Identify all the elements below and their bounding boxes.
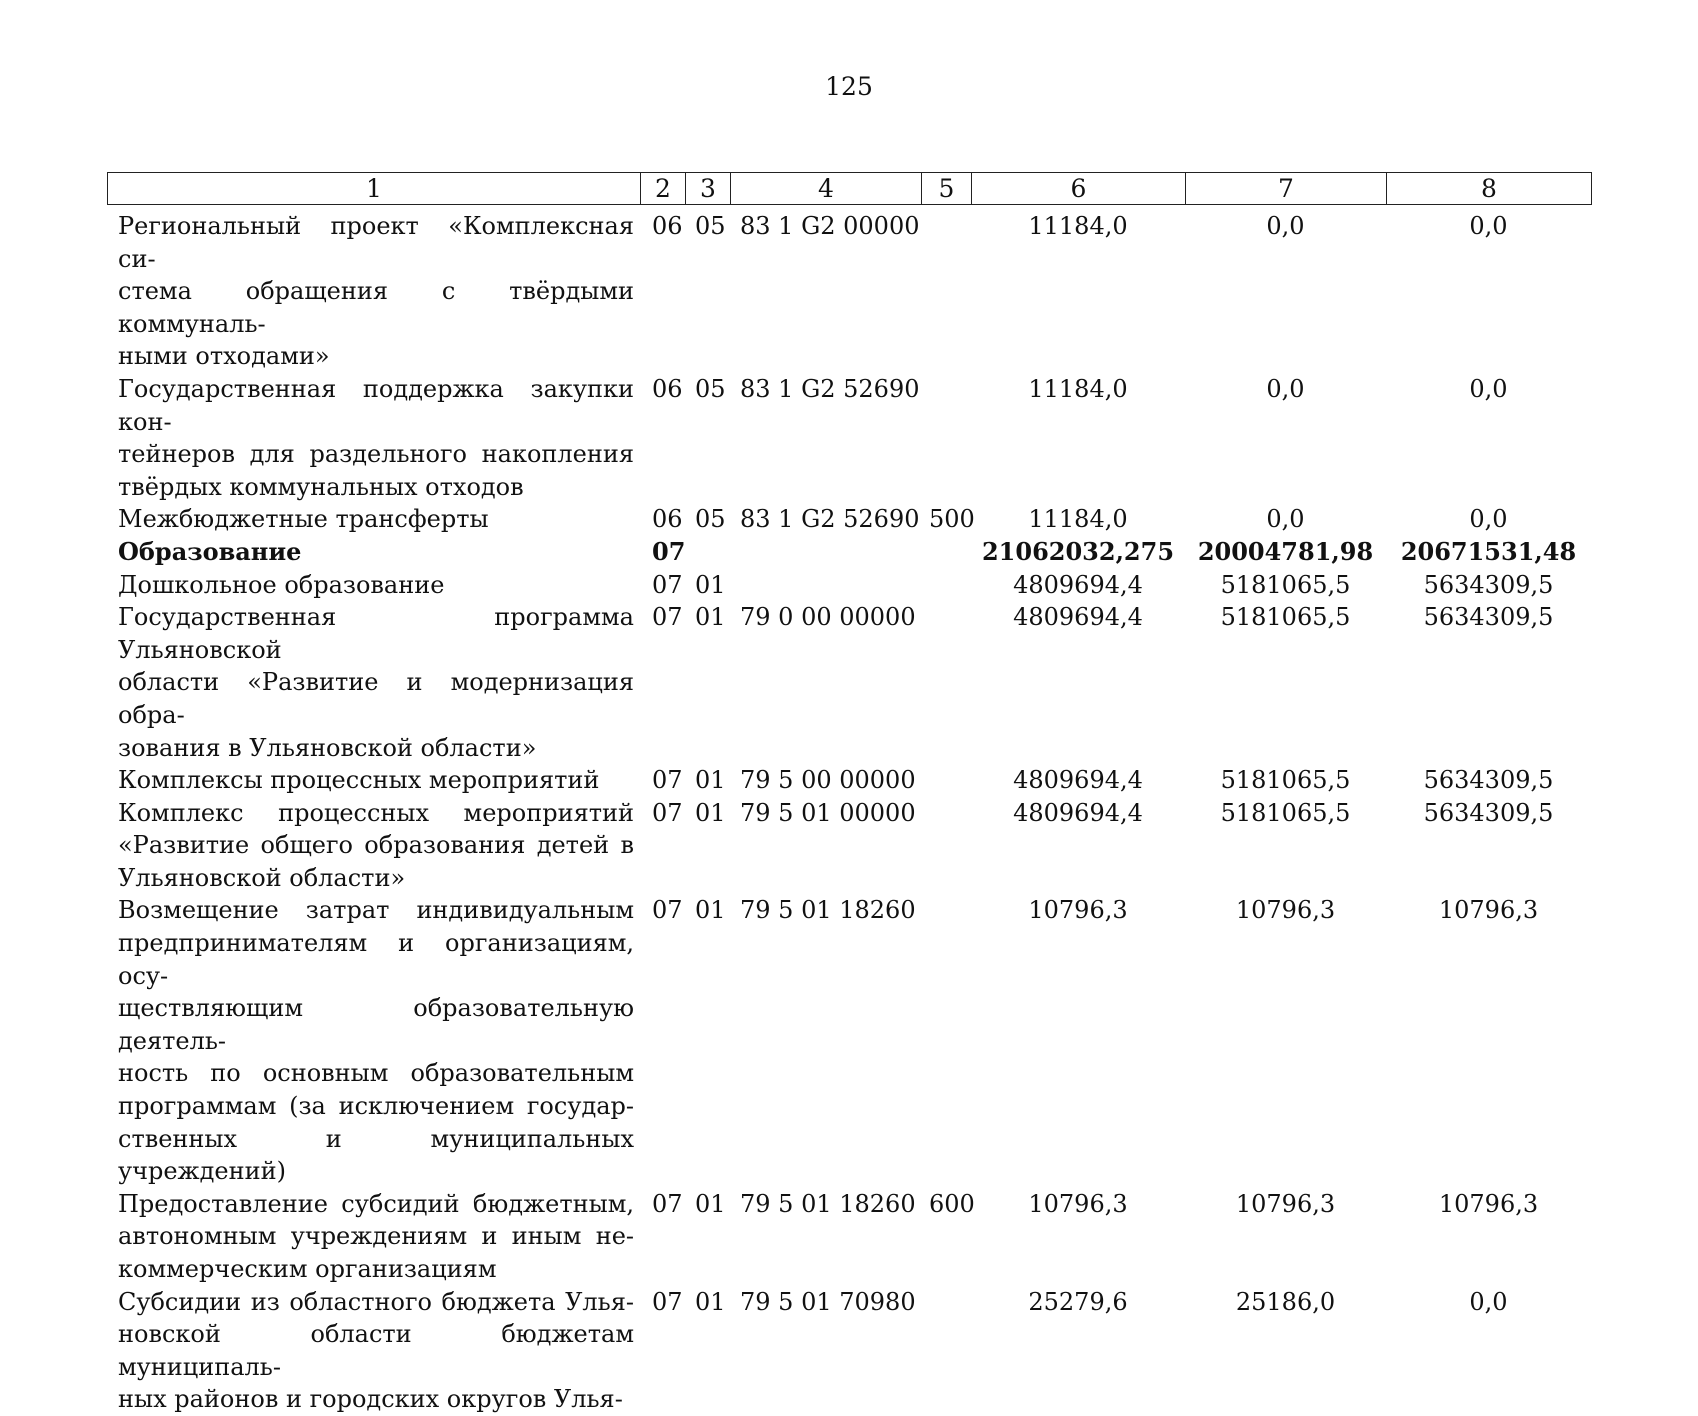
description-line: Ульяновской области» xyxy=(118,863,406,892)
table-row xyxy=(107,1286,1591,1416)
row-amount-col-8: 5634309,5 xyxy=(1423,798,1554,827)
row-amount-col-6: 10796,3 xyxy=(1028,896,1128,925)
description-line: автономным учреждениям и иным не- xyxy=(118,1222,634,1251)
description-line: Субсидии из областного бюджета Улья- xyxy=(118,1287,634,1316)
row-target-item-code: 83 1 G2 52690 xyxy=(740,374,920,403)
row-subsection-code: 01 xyxy=(695,1189,726,1218)
row-amount-col-6: 4809694,4 xyxy=(1013,766,1143,795)
row-description xyxy=(107,536,640,569)
row-expense-type-code xyxy=(921,764,971,797)
description-line: ществляющим образовательную деятель- xyxy=(118,994,634,1055)
row-amount-col-6: 10796,3 xyxy=(1028,1189,1128,1218)
description-line: области «Развитие и модернизация обра- xyxy=(118,668,634,729)
row-section-code: 07 xyxy=(652,536,686,566)
row-target-item-code: 79 5 01 00000 xyxy=(740,798,916,827)
row-section-code: 07 xyxy=(652,766,683,795)
row-amount-col-7: 10796,3 xyxy=(1235,1189,1336,1218)
row-description xyxy=(107,373,640,503)
row-subsection-code: 01 xyxy=(695,798,726,827)
table-row xyxy=(107,569,1591,602)
row-amount-col-7: 25186,0 xyxy=(1235,1287,1336,1316)
row-amount-col-6: 11184,0 xyxy=(1028,374,1128,403)
description-line: стема обращения с твёрдыми коммуналь- xyxy=(118,277,634,338)
header-col-8: 8 xyxy=(1387,173,1592,205)
description-line: Образование xyxy=(118,536,302,566)
description-line: ственных и муниципальных учреждений) xyxy=(118,1124,634,1186)
row-subsection-code: 05 xyxy=(695,374,726,403)
table-header xyxy=(107,172,1592,205)
header-col-1: 1 xyxy=(108,173,641,205)
description-line: программам (за исключением государ- xyxy=(118,1092,634,1121)
table-row xyxy=(107,1188,1591,1286)
row-amount-col-7: 0,0 xyxy=(1266,505,1305,534)
row-amount-col-6: 4809694,4 xyxy=(1013,603,1143,632)
row-target-item-code: 79 5 00 00000 xyxy=(740,766,916,795)
row-description xyxy=(107,1188,640,1286)
description-line: ность по основным образовательным xyxy=(118,1059,634,1088)
row-section-code: 07 xyxy=(652,798,683,827)
table-row xyxy=(107,210,1591,373)
row-description xyxy=(107,210,640,373)
row-subsection-code: 05 xyxy=(695,505,726,534)
row-amount-col-8: 5634309,5 xyxy=(1423,766,1554,795)
header-col-4: 4 xyxy=(731,173,922,205)
description-line: Предоставление субсидий бюджетным, xyxy=(118,1189,634,1218)
row-subsection-code: 01 xyxy=(695,766,726,795)
description-line: «Развитие общего образования детей в xyxy=(118,831,634,860)
description-line: тейнеров для раздельного накопления xyxy=(118,440,634,469)
table-row xyxy=(107,503,1591,536)
header-col-2: 2 xyxy=(641,173,686,205)
page-number: 125 xyxy=(825,72,873,101)
description-line: коммерческим организациям xyxy=(118,1255,497,1283)
description-line: Возмещение затрат индивидуальным xyxy=(118,896,634,925)
row-expense-type-code xyxy=(921,536,971,569)
row-subsection-code: 05 xyxy=(695,212,726,240)
row-description xyxy=(107,1286,640,1416)
row-amount-col-7: 0,0 xyxy=(1266,374,1305,403)
row-description xyxy=(107,569,640,602)
row-target-item-code: 79 5 01 18260 xyxy=(740,1189,916,1218)
row-subsection-code: 01 xyxy=(695,570,726,599)
row-expense-type-code xyxy=(921,601,971,764)
row-amount-col-8: 5634309,5 xyxy=(1423,603,1554,632)
header-col-3: 3 xyxy=(686,173,731,205)
header-col-7: 7 xyxy=(1186,173,1387,205)
row-target-item-code: 79 5 01 18260 xyxy=(740,896,916,925)
table-row xyxy=(107,536,1591,569)
row-amount-col-7: 20004781,98 xyxy=(1197,536,1374,566)
row-expense-type-code xyxy=(921,210,971,373)
row-description xyxy=(107,797,640,895)
row-expense-type-code xyxy=(921,797,971,895)
row-target-item-code: 79 5 01 70980 xyxy=(740,1287,916,1316)
table-body xyxy=(107,210,1591,1416)
row-description xyxy=(107,764,640,797)
row-description xyxy=(107,894,640,1187)
table-row xyxy=(107,764,1591,797)
description-line: предпринимателям и организациям, осу- xyxy=(118,929,634,990)
row-expense-type-code xyxy=(921,569,971,602)
row-amount-col-7: 10796,3 xyxy=(1235,896,1336,925)
table-row xyxy=(107,373,1591,503)
row-expense-type-code: 500 xyxy=(929,505,975,534)
row-section-code: 06 xyxy=(652,374,683,403)
row-amount-col-6: 11184,0 xyxy=(1028,505,1128,534)
row-amount-col-6: 4809694,4 xyxy=(1013,798,1143,827)
row-expense-type-code: 600 xyxy=(929,1189,975,1218)
description-line: Государственная программа Ульяновской xyxy=(118,603,634,664)
row-target-item-code: 83 1 G2 00000 xyxy=(740,212,920,240)
description-line: Комплексы процессных мероприятий xyxy=(118,766,600,795)
row-description xyxy=(107,503,640,536)
row-subsection-code: 01 xyxy=(695,1287,726,1316)
row-amount-col-6: 11184,0 xyxy=(1028,212,1128,240)
row-amount-col-8: 10796,3 xyxy=(1438,1189,1539,1218)
row-section-code: 06 xyxy=(652,505,683,534)
description-line: Комплекс процессных мероприятий xyxy=(118,798,634,827)
row-expense-type-code xyxy=(921,373,971,503)
description-line: новской области бюджетам муниципаль- xyxy=(118,1320,634,1381)
row-amount-col-7: 5181065,5 xyxy=(1220,603,1351,632)
row-target-item-code: 79 0 00 00000 xyxy=(740,603,916,632)
row-target-item-code xyxy=(730,536,921,569)
row-subsection-code: 01 xyxy=(695,603,726,632)
description-line: Межбюджетные трансферты xyxy=(118,505,489,534)
description-line: Региональный проект «Комплексная си- xyxy=(118,212,634,273)
row-amount-col-8: 20671531,48 xyxy=(1400,536,1577,566)
table-row xyxy=(107,797,1591,895)
description-line: твёрдых коммунальных отходов xyxy=(118,472,524,501)
row-section-code: 07 xyxy=(652,896,683,925)
row-amount-col-8: 5634309,5 xyxy=(1423,570,1554,599)
row-amount-col-8: 0,0 xyxy=(1469,1287,1508,1316)
row-subsection-code: 01 xyxy=(695,896,726,925)
table-row xyxy=(107,601,1591,764)
row-expense-type-code xyxy=(921,1286,971,1416)
row-expense-type-code xyxy=(921,894,971,1187)
row-amount-col-7: 0,0 xyxy=(1266,212,1305,240)
row-amount-col-8: 0,0 xyxy=(1469,374,1508,403)
description-line: ными отходами» xyxy=(118,342,330,371)
row-section-code: 07 xyxy=(652,1189,683,1218)
row-section-code: 07 xyxy=(652,570,683,599)
row-subsection-code xyxy=(685,536,730,569)
row-amount-col-6: 25279,6 xyxy=(1028,1287,1128,1316)
row-section-code: 07 xyxy=(652,1287,683,1316)
row-amount-col-7: 5181065,5 xyxy=(1220,570,1351,599)
description-line: ных районов и городских округов Улья- xyxy=(118,1385,623,1414)
row-description xyxy=(107,601,640,764)
row-amount-col-7: 5181065,5 xyxy=(1220,798,1351,827)
description-line: Дошкольное образование xyxy=(118,570,445,599)
row-target-item-code xyxy=(730,569,921,602)
row-amount-col-6: 21062032,275 xyxy=(981,536,1175,566)
header-col-5: 5 xyxy=(922,173,972,205)
row-amount-col-8: 0,0 xyxy=(1469,212,1508,240)
header-col-6: 6 xyxy=(972,173,1186,205)
table-row xyxy=(107,894,1591,1187)
row-amount-col-8: 0,0 xyxy=(1469,505,1508,534)
row-amount-col-7: 5181065,5 xyxy=(1220,766,1351,795)
description-line: зования в Ульяновской области» xyxy=(118,733,537,762)
description-line: Государственная поддержка закупки кон- xyxy=(118,374,634,436)
row-amount-col-6: 4809694,4 xyxy=(1013,570,1143,599)
row-target-item-code: 83 1 G2 52690 xyxy=(740,505,920,534)
row-section-code: 07 xyxy=(652,603,683,632)
row-section-code: 06 xyxy=(652,212,683,240)
row-amount-col-8: 10796,3 xyxy=(1438,896,1539,925)
